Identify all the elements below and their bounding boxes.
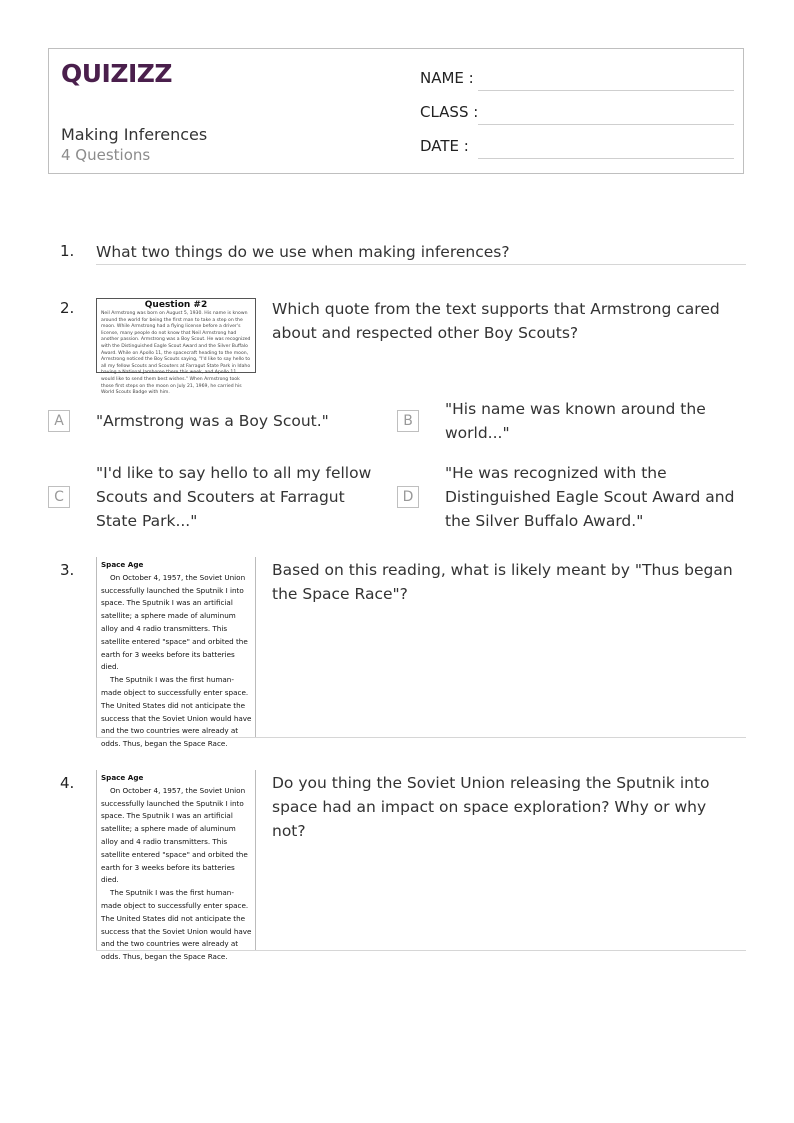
name-label: NAME : [420,69,474,87]
date-field[interactable] [420,135,734,159]
passage-paragraph-2: The Sputnik I was the first human-made object to successfully enter space. The United States did not anticipate the success that the Soviet Union would have and the two countries were already at odds. Thus, began the Space Race. [101,888,252,962]
class-label: CLASS : [420,103,479,121]
question-3-text: Based on this reading, what is likely meant by "Thus began the Space Race"? [272,561,733,603]
question-2-text: Which quote from the text supports that Armstrong cared about and respected other Boy Scouts? [272,300,720,342]
name-line[interactable] [478,90,734,91]
question-1-number: 1. [60,242,75,260]
option-c-text[interactable]: "I'd like to say hello to all my fellow Scouts and Scouters at Farragut State Park..." [96,464,372,530]
question-1-text: What two things do we use when making inferences? [96,243,510,261]
passage-heading: Space Age [101,560,144,569]
date-line[interactable] [478,158,734,159]
question-4-number: 4. [60,774,75,792]
option-d-box[interactable]: D [397,486,419,508]
question-3-passage [96,557,256,749]
question-count: 4 Questions [61,146,151,164]
passage-paragraph-1: On October 4, 1957, the Soviet Union successfully launched the Sputnik I into space. The Sputnik I was an artificial satellite; a sphere made of aluminum alloy and 4 radio transmitters. This satellite entered "space" and orbited the earth for 3 weeks before its batteries died. [101,785,248,885]
question-3-divider [96,737,746,738]
question-4-divider [96,950,746,951]
question-4-text: Do you thing the Soviet Union releasing the Sputnik into space had an impact on space exploration? Why or why not? [272,774,710,840]
class-line[interactable] [478,124,734,125]
question-2-image [96,298,256,396]
passage-heading: Space Age [101,773,144,782]
option-a-box[interactable]: A [48,410,70,432]
passage-paragraph-2: The Sputnik I was the first human-made object to successfully enter space. The United States did not anticipate the success that the Soviet Union would have and the two countries were already at odds. Thus, began the Space Race. [101,675,252,749]
name-field[interactable] [420,67,734,91]
question-2-image-text: Neil Armstrong was born on August 5, 1930. His name is known around the world for being the first man to take a step on the moon. While Armstrong had a flying license before a driver's license, many people do not know that Neil Armstrong had another passion. Armstrong was a Boy Scout. He was recognized with the Distinguished Eagle Scout Award and the Silver Buffalo Award. While on Apollo 11, the spacecraft heading to the moon, Armstrong noticed the Boy Scouts saying, "I'd like to say hello to all my fellow Scouts and Scouters at Farragut State Park in Idaho having a National Jamboree there this week, and Apollo 11 would like to send them best wishes." When Armstrong took those first steps on the moon on July 21, 1969, he carried his World Scouts Badge with him. [101,311,251,396]
question-1-divider [96,264,746,265]
option-c-box[interactable]: C [48,486,70,508]
option-d-text[interactable]: "He was recognized with the Distinguished Eagle Scout Award and the Silver Buffalo Award." [445,464,735,530]
question-3-number: 3. [60,561,75,579]
option-b-box[interactable]: B [397,410,419,432]
worksheet-header [48,48,744,174]
option-a-text[interactable]: "Armstrong was a Boy Scout." [96,412,329,430]
quizizz-logo: QUIZIZZ [61,59,173,88]
question-2-number: 2. [60,299,75,317]
option-b-text[interactable]: "His name was known around the world..." [445,400,706,442]
worksheet-title: Making Inferences [61,125,208,144]
class-field[interactable] [420,101,734,125]
date-label: DATE : [420,137,469,155]
passage-paragraph-1: On October 4, 1957, the Soviet Union successfully launched the Sputnik I into space. The Sputnik I was an artificial satellite; a sphere made of aluminum alloy and 4 radio transmitters. This satellite entered "space" and orbited the earth for 3 weeks before its batteries died. [101,572,248,672]
question-4-passage [96,770,256,962]
question-2-image-title: Question #2 [144,300,208,310]
